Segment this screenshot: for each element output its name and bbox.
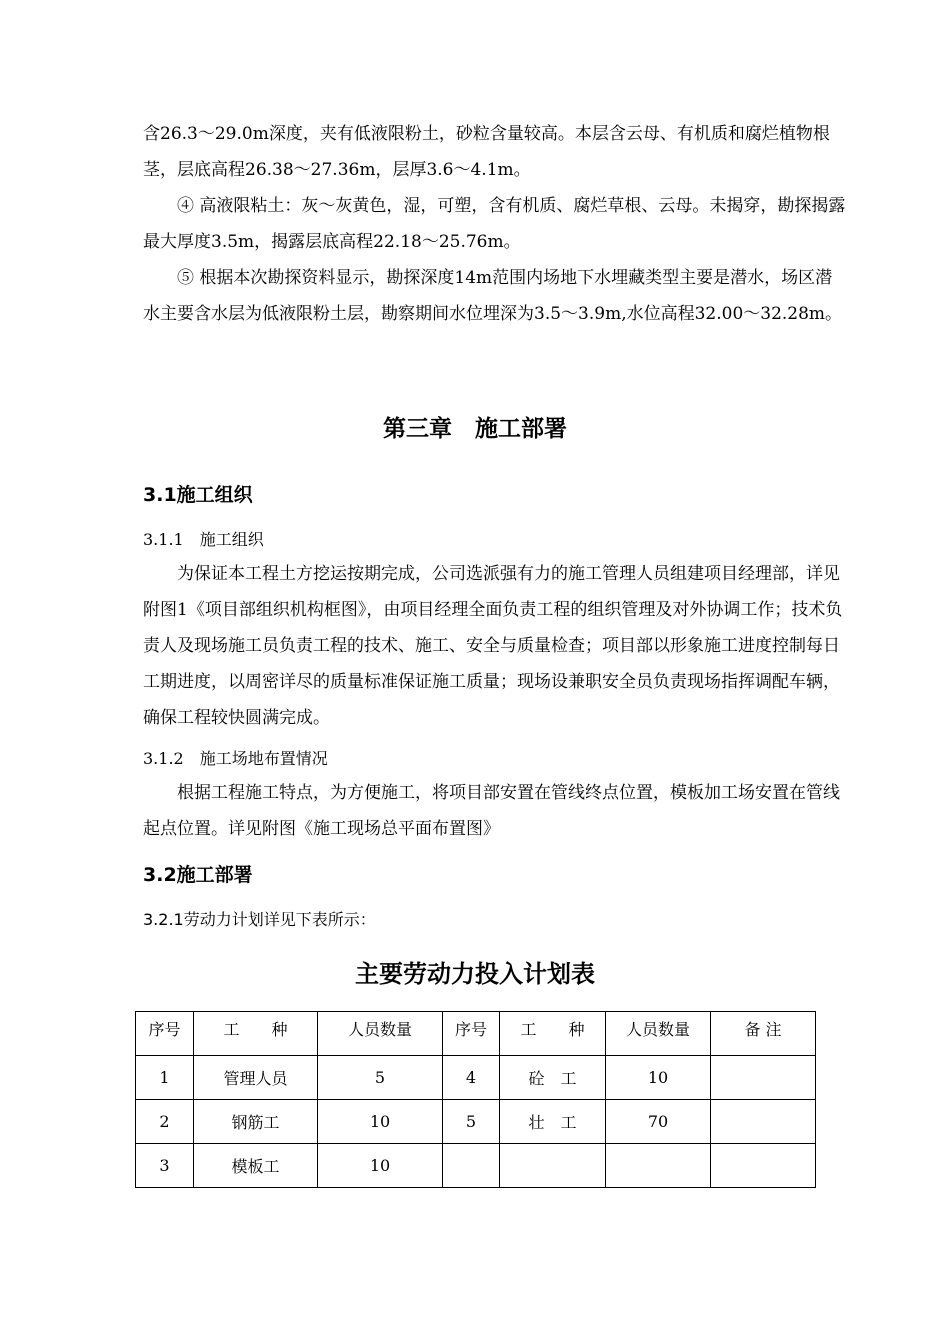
header-cell: 备 注 bbox=[711, 1012, 816, 1056]
subsection-heading-3-1-1: 3.1.1 施工组织 bbox=[143, 530, 264, 549]
table-cell: 模板工 bbox=[194, 1144, 318, 1188]
table-cell: 4 bbox=[443, 1056, 500, 1100]
paragraph-site-layout: 根据工程施工特点，为方便施工，将项目部安置在管线终点位置，模板加工场安置在管线起点位置。详见附图《施工现场总平面布置图》 bbox=[143, 783, 840, 839]
section-heading-3-2: 3.2施工部署 bbox=[143, 864, 253, 886]
paragraph-construction-organization: 为保证本工程土方挖运按期完成，公司选派强有力的施工管理人员组建项目经理部，详见附图1《项目部组织机构框图》，由项目经理全面负责工程的组织管理及对外协调工作；技术负责人及现场施工员负责工程的技术、施工、安全与质量检查；项目部以形象施工进度控制每日工期进度，以周密详尽的质量标准保证施工质量；现场设兼职安全员负责现场指挥调配车辆，确保工程较快圆满完成。 bbox=[143, 564, 843, 728]
table-cell: 壮 工 bbox=[500, 1100, 606, 1144]
table-row bbox=[136, 1144, 816, 1188]
table-cell bbox=[711, 1056, 816, 1100]
table-cell bbox=[500, 1144, 606, 1188]
header-cell: 工 种 bbox=[194, 1012, 318, 1056]
paragraph-layer-4-clay: ④ 高液限粘土：灰～灰黄色，湿，可塑，含有机质、腐烂草根、云母。未揭穿，勘探揭露最大厚度3.5m，揭露层底高程22.18～25.76m。 bbox=[143, 196, 846, 252]
subsection-heading-3-1-2: 3.1.2 施工场地布置情况 bbox=[143, 749, 328, 768]
table-title: 主要劳动力投入计划表 bbox=[355, 960, 595, 988]
chapter-title: 第三章 施工部署 bbox=[383, 416, 567, 442]
header-cell: 人员数量 bbox=[318, 1012, 443, 1056]
paragraph-layer-3-description: 含26.3～29.0m深度，夹有低液限粉土，砂粒含量较高。本层含云母、有机质和腐烂植物根茎，层底高程26.38～27.36m，层厚3.6～4.1m。 bbox=[143, 124, 830, 180]
table-cell: 10 bbox=[318, 1144, 443, 1188]
table-row bbox=[136, 1056, 816, 1100]
subsection-heading-3-2-1: 3.2.1劳动力计划详见下表所示： bbox=[143, 910, 376, 929]
table-cell: 1 bbox=[136, 1056, 194, 1100]
table-cell: 5 bbox=[443, 1100, 500, 1144]
table-header-row bbox=[136, 1012, 816, 1056]
table-cell: 2 bbox=[136, 1100, 194, 1144]
table-cell: 10 bbox=[318, 1100, 443, 1144]
labor-plan-table bbox=[135, 1011, 816, 1188]
table-cell: 10 bbox=[606, 1056, 711, 1100]
table-cell: 5 bbox=[318, 1056, 443, 1100]
section-heading-3-1: 3.1施工组织 bbox=[143, 484, 253, 506]
table-cell bbox=[711, 1100, 816, 1144]
table-cell bbox=[606, 1144, 711, 1188]
table-cell: 3 bbox=[136, 1144, 194, 1188]
table-cell: 砼 工 bbox=[500, 1056, 606, 1100]
table-cell bbox=[443, 1144, 500, 1188]
table-row bbox=[136, 1100, 816, 1144]
paragraph-groundwater: ⑤ 根据本次勘探资料显示，勘探深度14m范围内场地下水埋藏类型主要是潜水，场区潜水主要含水层为低液限粉土层，勘察期间水位埋深为3.5～3.9m,水位高程32.00～32.28m。 bbox=[143, 268, 843, 324]
table-cell: 管理人员 bbox=[194, 1056, 318, 1100]
header-cell: 工 种 bbox=[500, 1012, 606, 1056]
header-cell: 序号 bbox=[136, 1012, 194, 1056]
table-cell: 钢筋工 bbox=[194, 1100, 318, 1144]
table-cell bbox=[711, 1144, 816, 1188]
header-cell: 人员数量 bbox=[606, 1012, 711, 1056]
table-cell: 70 bbox=[606, 1100, 711, 1144]
header-cell: 序号 bbox=[443, 1012, 500, 1056]
